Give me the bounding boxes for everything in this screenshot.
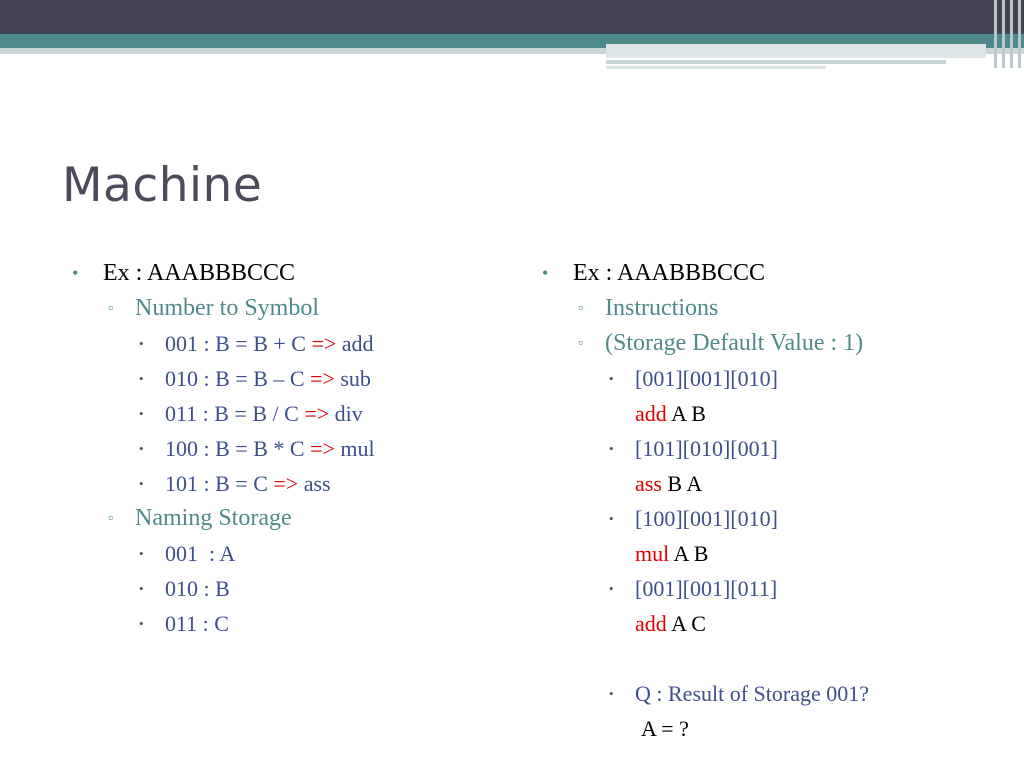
storage-item: 010 : B — [165, 576, 230, 601]
list-item — [72, 396, 512, 431]
op-item — [165, 466, 331, 501]
instruction-decoded — [635, 466, 702, 501]
instruction-code: [001][001][011] — [635, 576, 778, 601]
left-heading: Ex : AAABBBCCC — [103, 260, 296, 286]
header-vertical-line — [1018, 0, 1021, 68]
bullet-icon: • — [139, 336, 144, 351]
op-code: 011 : B = B / C — [165, 401, 299, 426]
right-column — [542, 256, 1002, 746]
op-code: 101 : B = C — [165, 471, 268, 496]
list-item — [72, 431, 512, 466]
instruction-code: [001][001][010] — [635, 366, 778, 391]
bullet-icon: • — [609, 686, 614, 701]
list-item — [72, 256, 512, 291]
list-item — [72, 326, 512, 361]
section-number-to-symbol: Number to Symbol — [135, 295, 319, 321]
instruction-item — [542, 571, 1002, 641]
op-name: mul — [340, 436, 375, 461]
square-bullet-icon: ▫ — [108, 511, 113, 526]
bullet-icon: • — [139, 616, 144, 631]
instruction-decoded — [635, 606, 706, 641]
header-vertical-line — [994, 0, 997, 68]
bullet-icon: • — [542, 263, 549, 283]
bullet-icon: • — [72, 263, 79, 283]
list-item — [72, 571, 512, 606]
left-column — [72, 256, 512, 641]
bullet-icon: • — [609, 511, 614, 526]
section-naming-storage: Naming Storage — [135, 505, 292, 531]
bullet-icon: • — [609, 441, 614, 456]
instruction-op: ass — [635, 471, 662, 496]
instruction-code: [101][010][001] — [635, 436, 778, 461]
question-item — [542, 676, 1002, 746]
op-arrow: => — [273, 471, 299, 496]
header-accent-bar — [606, 66, 826, 69]
instruction-op: add — [635, 401, 667, 426]
list-item — [72, 291, 512, 326]
list-item — [542, 326, 1002, 361]
storage-item: 011 : C — [165, 611, 229, 636]
op-arrow: => — [310, 366, 335, 391]
op-arrow: => — [304, 401, 330, 426]
bullet-icon: • — [139, 441, 144, 456]
op-item — [165, 431, 375, 466]
bullet-icon: • — [609, 581, 614, 596]
bullet-icon: • — [139, 476, 144, 491]
answer-text: A = ? — [641, 716, 689, 741]
bullet-icon: • — [139, 406, 144, 421]
instruction-args: A B — [671, 401, 706, 426]
instruction-code: [100][001][010] — [635, 506, 778, 531]
instruction-op: mul — [635, 541, 670, 566]
bullet-icon: • — [609, 371, 614, 386]
spacer — [542, 641, 1002, 676]
op-code: 010 : B = B – C — [165, 366, 305, 391]
op-arrow: => — [311, 331, 337, 356]
square-bullet-icon: ▫ — [578, 301, 583, 316]
op-name: add — [341, 331, 374, 356]
op-name: ass — [303, 471, 331, 496]
instruction-args: A C — [671, 611, 706, 636]
op-code: 001 : B = B + C — [165, 331, 306, 356]
list-item — [72, 361, 512, 396]
header-accent-bar — [606, 60, 946, 64]
list-item — [542, 256, 1002, 291]
op-code: 100 : B = B * C — [165, 436, 305, 461]
op-item — [165, 361, 371, 396]
list-item — [72, 466, 512, 501]
header-band-dark — [0, 0, 1024, 34]
section-instructions: Instructions — [605, 295, 719, 321]
instruction-args: B A — [667, 471, 703, 496]
op-item — [165, 396, 363, 431]
list-item — [542, 291, 1002, 326]
list-item — [72, 501, 512, 536]
instruction-decoded — [635, 396, 706, 431]
op-arrow: => — [310, 436, 335, 461]
instruction-op: add — [635, 611, 667, 636]
section-storage-default: (Storage Default Value : 1) — [605, 330, 864, 356]
instruction-args: A B — [673, 541, 709, 566]
op-item — [165, 326, 374, 361]
list-item — [72, 536, 512, 571]
op-name: sub — [340, 366, 371, 391]
instruction-item — [542, 431, 1002, 501]
op-name: div — [334, 401, 363, 426]
list-item — [72, 606, 512, 641]
right-heading: Ex : AAABBBCCC — [573, 260, 766, 286]
square-bullet-icon: ▫ — [108, 301, 113, 316]
square-bullet-icon: ▫ — [578, 336, 583, 351]
slide-title: Machine — [62, 158, 263, 213]
header-vertical-line — [1002, 0, 1005, 68]
bullet-icon: • — [139, 546, 144, 561]
bullet-icon: • — [139, 371, 144, 386]
instruction-item — [542, 361, 1002, 431]
instruction-item — [542, 501, 1002, 571]
question-text: Q : Result of Storage 001? — [635, 681, 870, 706]
header-accent-bar — [606, 44, 986, 58]
bullet-icon: • — [139, 581, 144, 596]
instruction-decoded — [635, 536, 708, 571]
storage-item: 001 : A — [165, 541, 236, 566]
header-vertical-line — [1010, 0, 1013, 68]
